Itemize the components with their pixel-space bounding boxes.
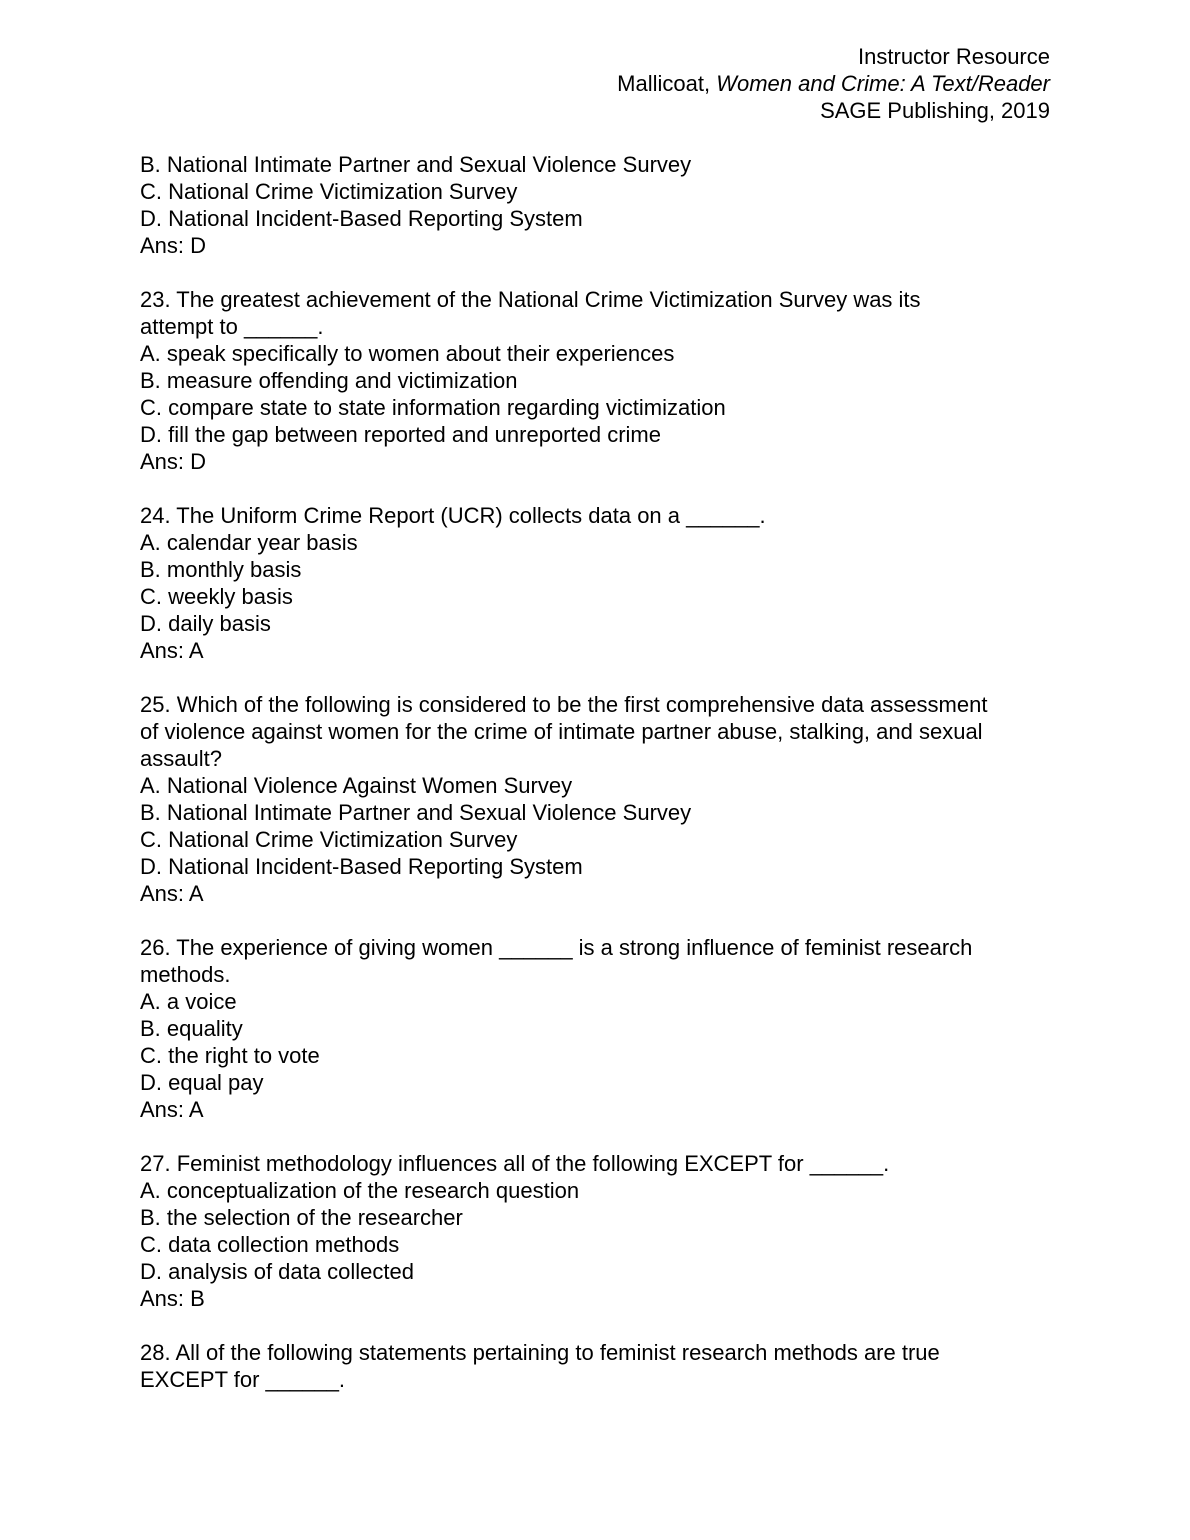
answer-option: C. compare state to state information regarding victimization bbox=[140, 395, 726, 420]
question-block bbox=[140, 691, 1060, 907]
question-stem: attempt to ______. bbox=[140, 314, 324, 339]
answer-key: Ans: D bbox=[140, 449, 207, 474]
answer-option: D. daily basis bbox=[140, 611, 271, 636]
answer-key: Ans: A bbox=[140, 638, 204, 663]
header-resource-label: Instructor Resource bbox=[858, 44, 1050, 69]
question-stem: 28. All of the following statements pertaining to feminist research methods are true bbox=[140, 1340, 940, 1365]
question-stem: 27. Feminist methodology influences all of the following EXCEPT for ______. bbox=[140, 1151, 890, 1176]
question-stem: 26. The experience of giving women ______ is a strong influence of feminist research bbox=[140, 935, 973, 960]
answer-option: D. analysis of data collected bbox=[140, 1259, 414, 1284]
answer-key: Ans: D bbox=[140, 233, 207, 258]
question-stem: 25. Which of the following is considered to be the first comprehensive data assessment bbox=[140, 692, 988, 717]
question-block bbox=[140, 1339, 1060, 1393]
answer-option: C. data collection methods bbox=[140, 1232, 400, 1257]
answer-option: A. conceptualization of the research question bbox=[140, 1178, 580, 1203]
header-author: Mallicoat, bbox=[617, 71, 717, 96]
answer-option: D. equal pay bbox=[140, 1070, 264, 1095]
answer-option: B. National Intimate Partner and Sexual Violence Survey bbox=[140, 800, 692, 825]
question-stem: methods. bbox=[140, 962, 231, 987]
question-block bbox=[140, 934, 1060, 1123]
answer-option: D. National Incident-Based Reporting System bbox=[140, 854, 583, 879]
answer-option: D. fill the gap between reported and unreported crime bbox=[140, 422, 661, 447]
answer-option: A. a voice bbox=[140, 989, 237, 1014]
answer-option: A. calendar year basis bbox=[140, 530, 358, 555]
answer-option: C. the right to vote bbox=[140, 1043, 320, 1068]
answer-option: C. weekly basis bbox=[140, 584, 293, 609]
answer-option: A. speak specifically to women about their experiences bbox=[140, 341, 675, 366]
answer-option: C. National Crime Victimization Survey bbox=[140, 827, 518, 852]
question-stem: 23. The greatest achievement of the National Crime Victimization Survey was its bbox=[140, 287, 921, 312]
answer-option: D. National Incident-Based Reporting System bbox=[140, 206, 583, 231]
answer-option: B. equality bbox=[140, 1016, 243, 1041]
header-publisher: SAGE Publishing, 2019 bbox=[820, 98, 1050, 123]
answer-option: B. National Intimate Partner and Sexual Violence Survey bbox=[140, 152, 692, 177]
answer-option: B. monthly basis bbox=[140, 557, 302, 582]
question-stem: assault? bbox=[140, 746, 222, 771]
question-block bbox=[140, 502, 1060, 664]
question-block bbox=[140, 151, 1060, 259]
answer-key: Ans: A bbox=[140, 1097, 204, 1122]
question-stem: of violence against women for the crime of intimate partner abuse, stalking, and sexual bbox=[140, 719, 983, 744]
answer-key: Ans: B bbox=[140, 1286, 205, 1311]
answer-option: B. measure offending and victimization bbox=[140, 368, 518, 393]
question-block bbox=[140, 286, 1060, 475]
question-block bbox=[140, 1150, 1060, 1312]
question-list bbox=[140, 151, 1060, 1420]
answer-key: Ans: A bbox=[140, 881, 204, 906]
question-stem: EXCEPT for ______. bbox=[140, 1367, 346, 1392]
page-header bbox=[617, 43, 1050, 124]
header-book-title: Women and Crime: A Text/Reader bbox=[716, 71, 1050, 96]
answer-option: C. National Crime Victimization Survey bbox=[140, 179, 518, 204]
question-stem: 24. The Uniform Crime Report (UCR) collects data on a ______. bbox=[140, 503, 766, 528]
header-citation bbox=[617, 70, 1050, 97]
answer-option: B. the selection of the researcher bbox=[140, 1205, 463, 1230]
answer-option: A. National Violence Against Women Survey bbox=[140, 773, 573, 798]
